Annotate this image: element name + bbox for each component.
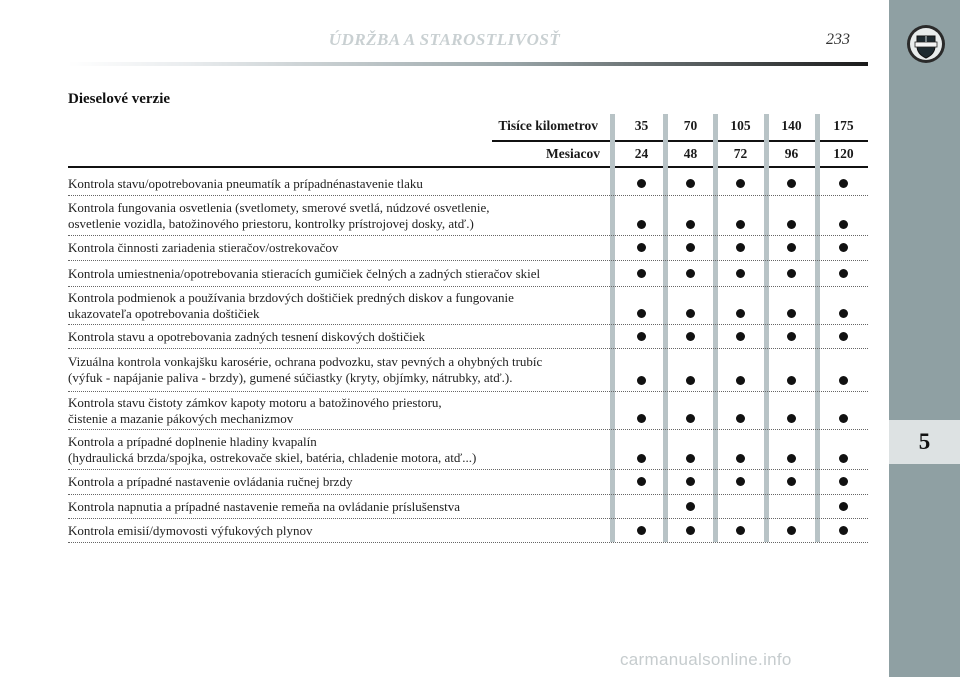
row-label — [68, 395, 623, 427]
check-dot — [787, 179, 796, 188]
check-dot — [686, 502, 695, 511]
column-band-1 — [663, 114, 668, 542]
row-separator — [68, 542, 868, 543]
row-label-line: Kontrola stavu/opotrebovania pneumatík a prípadnénastavenie tlaku — [68, 176, 423, 191]
check-dot — [637, 414, 646, 423]
check-dot — [787, 243, 796, 252]
check-dot — [686, 309, 695, 318]
row-label-line: Vizuálna kontrola vonkajšku karosérie, ochrana podvozku, stav pevných a ohybných trubíc — [68, 354, 543, 369]
row-label-line: Kontrola umiestnenia/opotrebovania stieracích gumičiek čelných a zadných stieračov skiel — [68, 266, 541, 281]
check-dot — [637, 376, 646, 385]
km-value: 140 — [781, 118, 802, 133]
row-label — [68, 266, 623, 282]
row-label — [68, 523, 623, 539]
row-label-line: ukazovateľa opotrebovania doštičiek — [68, 306, 260, 321]
row-label-line: Kontrola činnosti zariadenia stieračov/ostrekovačov — [68, 240, 339, 255]
km-value: 70 — [683, 118, 698, 133]
check-dot — [839, 477, 848, 486]
row-separator — [68, 348, 868, 349]
row-label — [68, 240, 623, 256]
check-dot — [686, 376, 695, 385]
column-band-3 — [764, 114, 769, 542]
check-dot — [736, 309, 745, 318]
check-dot — [839, 332, 848, 341]
check-dot — [686, 414, 695, 423]
row-label-line: Kontrola napnutia a prípadné nastavenie remeňa na ovládanie príslušenstva — [68, 499, 461, 514]
check-dot — [839, 502, 848, 511]
row-separator — [68, 286, 868, 287]
check-dot — [839, 243, 848, 252]
column-band-4 — [815, 114, 820, 542]
check-dot — [787, 269, 796, 278]
check-dot — [686, 220, 695, 229]
row-label — [68, 200, 623, 232]
row-label-line: Kontrola podmienok a používania brzdových doštičiek predných diskov a fungovanie — [68, 290, 514, 305]
check-dot — [787, 477, 796, 486]
check-dot — [637, 220, 646, 229]
lancia-shield-icon — [906, 24, 946, 64]
header-bottom-rule — [68, 166, 868, 168]
column-band-2 — [713, 114, 718, 542]
check-dot — [787, 526, 796, 535]
row-label — [68, 354, 623, 386]
check-dot — [787, 414, 796, 423]
section-title: Dieselové verzie — [68, 91, 171, 107]
km-value: 35 — [634, 118, 649, 133]
months-value: 48 — [683, 146, 698, 161]
page-number: 233 — [826, 31, 850, 48]
check-dot — [637, 243, 646, 252]
row-label — [68, 474, 623, 490]
row-label-line: Kontrola stavu čistoty zámkov kapoty motoru a batožinového priestoru, — [68, 395, 442, 410]
check-dot — [686, 243, 695, 252]
check-dot — [736, 332, 745, 341]
km-value: 105 — [730, 118, 751, 133]
check-dot — [736, 179, 745, 188]
check-dot — [787, 332, 796, 341]
check-dot — [839, 414, 848, 423]
row-label-line: osvetlenie vozidla, batožinového priestoru, kontrolky prístrojovej dosky, atď.) — [68, 216, 474, 231]
row-separator — [68, 469, 868, 470]
row-label-line: (hydraulická brzda/spojka, ostrekovače skiel, batéria, chladenie motora, atď...) — [68, 450, 477, 465]
row-label-line: Kontrola fungovania osvetlenia (svetlomety, smerové svetlá, núdzové osvetlenie, — [68, 200, 490, 215]
header-top-rule — [492, 140, 868, 142]
check-dot — [736, 376, 745, 385]
row-label-line: Kontrola a prípadné doplnenie hladiny kvapalín — [68, 434, 317, 449]
check-dot — [637, 526, 646, 535]
check-dot — [686, 477, 695, 486]
months-value: 96 — [784, 146, 799, 161]
row-label-line: čistenie a mazanie pákových mechanizmov — [68, 411, 294, 426]
check-dot — [736, 477, 745, 486]
check-dot — [686, 269, 695, 278]
check-dot — [686, 526, 695, 535]
row-label-line: (výfuk - napájanie paliva - brzdy), gumené súčiastky (kryty, objímky, nátrubky, atď.). — [68, 370, 513, 385]
header-rule — [68, 62, 868, 66]
check-dot — [787, 376, 796, 385]
months-value: 120 — [833, 146, 854, 161]
check-dot — [686, 454, 695, 463]
row-label-line: Kontrola a prípadné nastavenie ovládania ručnej brzdy — [68, 474, 353, 489]
check-dot — [686, 179, 695, 188]
check-dot — [787, 220, 796, 229]
check-dot — [736, 220, 745, 229]
check-dot — [686, 332, 695, 341]
check-dot — [839, 179, 848, 188]
months-value: 72 — [733, 146, 748, 161]
row-separator — [68, 235, 868, 236]
row-separator — [68, 195, 868, 196]
sidebar — [889, 0, 960, 677]
row-label — [68, 176, 623, 192]
check-dot — [736, 414, 745, 423]
months-label: Mesiacov — [546, 146, 600, 161]
check-dot — [839, 220, 848, 229]
check-dot — [736, 243, 745, 252]
row-label — [68, 290, 623, 322]
row-separator — [68, 391, 868, 392]
row-separator — [68, 518, 868, 519]
check-dot — [637, 269, 646, 278]
check-dot — [736, 454, 745, 463]
check-dot — [637, 454, 646, 463]
months-value: 24 — [634, 146, 649, 161]
km-value: 175 — [833, 118, 854, 133]
km-label: Tisíce kilometrov — [498, 118, 598, 133]
check-dot — [637, 477, 646, 486]
check-dot — [839, 376, 848, 385]
check-dot — [839, 526, 848, 535]
check-dot — [736, 526, 745, 535]
check-dot — [839, 309, 848, 318]
row-label — [68, 499, 623, 515]
page-header-title: ÚDRŽBA A STAROSTLIVOSŤ — [328, 30, 561, 49]
row-label-line: Kontrola stavu a opotrebovania zadných tesnení diskových doštičiek — [68, 329, 426, 344]
row-separator — [68, 494, 868, 495]
check-dot — [839, 269, 848, 278]
check-dot — [637, 179, 646, 188]
check-dot — [787, 454, 796, 463]
row-separator — [68, 324, 868, 325]
check-dot — [787, 309, 796, 318]
chapter-tab[interactable]: 5 — [889, 420, 960, 464]
row-separator — [68, 260, 868, 261]
check-dot — [637, 309, 646, 318]
check-dot — [839, 454, 848, 463]
check-dot — [637, 332, 646, 341]
row-label — [68, 329, 623, 345]
row-separator — [68, 429, 868, 430]
row-label — [68, 434, 623, 466]
row-label-line: Kontrola emisií/dymovosti výfukových plynov — [68, 523, 313, 538]
watermark: carmanualsonline.info — [620, 650, 792, 669]
check-dot — [736, 269, 745, 278]
